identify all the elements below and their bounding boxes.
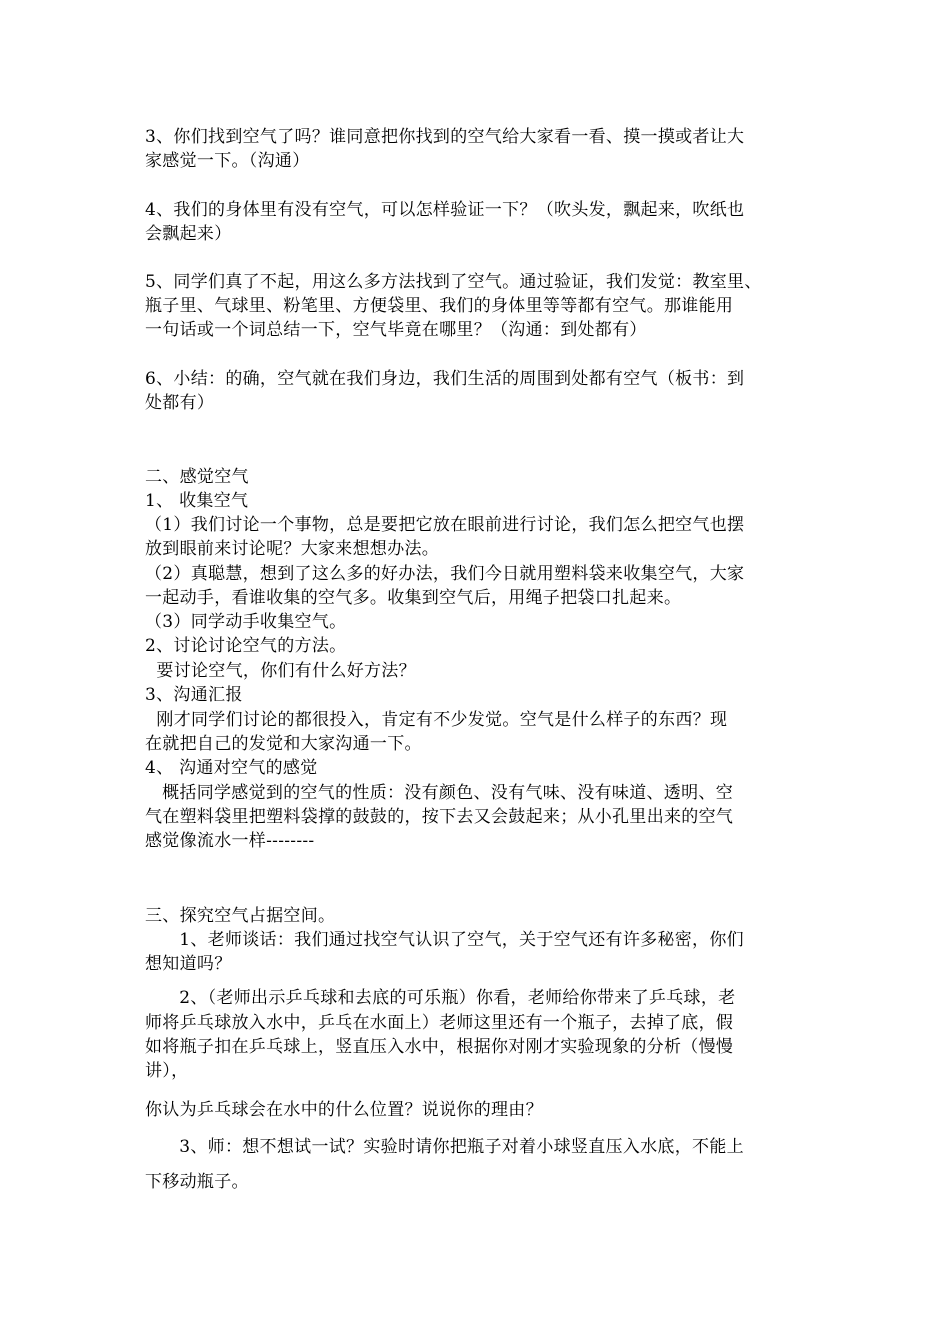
text-line: 一起动手，看谁收集的空气多。收集到空气后，用绳子把袋口扎起来。	[145, 588, 682, 608]
text-line: 下移动瓶子。	[145, 1172, 249, 1192]
text-line: 处都有）	[145, 393, 215, 413]
text-line: 瓶子里、气球里、粉笔里、方便袋里、我们的身体里等等都有空气。那谁能用	[145, 296, 734, 316]
text-line: （2）真聪慧，想到了这么多的好办法，我们今日就用塑料袋来收集空气，大家	[145, 564, 745, 584]
text-line: 想知道吗？	[145, 954, 232, 974]
text-line: 3、沟通汇报	[145, 685, 243, 705]
text-line: 5、同学们真了不起，用这么多方法找到了空气。通过验证，我们发觉：教室里、	[145, 272, 762, 292]
text-line: 3、师：想不想试一试？实验时请你把瓶子对着小球竖直压入水底，不能上	[145, 1137, 744, 1157]
text-line: 2、（老师出示乒乓球和去底的可乐瓶）你看，老师给你带来了乒乓球，老	[145, 988, 736, 1008]
text-line: 刚才同学们讨论的都很投入，肯定有不少发觉。空气是什么样子的东西？现	[145, 710, 728, 730]
section-heading: 三、探究空气占据空间。	[145, 906, 336, 926]
text-line: 如将瓶子扣在乒乓球上，竖直压入水中，根据你对刚才实验现象的分析（慢慢	[145, 1037, 734, 1057]
text-line: 放到眼前来讨论呢？大家来想想办法。	[145, 539, 440, 559]
text-line: （1）我们讨论一个事物，总是要把它放在眼前进行讨论，我们怎么把空气也摆	[145, 515, 745, 535]
text-line: （3）同学动手收集空气。	[145, 612, 347, 632]
text-line: 师将乒乓球放入水中，乒乓在水面上）老师这里还有一个瓶子，去掉了底，假	[145, 1013, 734, 1033]
text-line: 1、老师谈话：我们通过找空气认识了空气，关于空气还有许多秘密，你们	[145, 930, 744, 950]
text-line: 3、你们找到空气了吗？谁同意把你找到的空气给大家看一看、摸一摸或者让大	[145, 127, 745, 147]
text-line: 感觉像流水一样--------	[145, 831, 315, 851]
text-line: 2、讨论讨论空气的方法。	[145, 636, 347, 656]
text-line: 4、我们的身体里有没有空气，可以怎样验证一下？（吹头发，飘起来，吹纸也	[145, 200, 745, 220]
text-line: 概括同学感觉到的空气的性质：没有颜色、没有气味、没有味道、透明、空	[145, 783, 734, 803]
text-line: 要讨论空气，你们有什么好方法？	[145, 661, 416, 681]
text-line: 一句话或一个词总结一下，空气毕竟在哪里？（沟通：到处都有）	[145, 320, 647, 340]
text-line: 6、小结：的确，空气就在我们身边，我们生活的周围到处都有空气（板书：到	[145, 369, 745, 389]
text-line: 会飘起来）	[145, 224, 232, 244]
text-line: 你认为乒乓球会在水中的什么位置？说说你的理由？	[145, 1100, 543, 1120]
text-line: 1、 收集空气	[145, 491, 249, 511]
text-line: 在就把自己的发觉和大家沟通一下。	[145, 734, 422, 754]
text-line: 气在塑料袋里把塑料袋撑的鼓鼓的，按下去又会鼓起来；从小孔里出来的空气	[145, 807, 734, 827]
text-line: 家感觉一下。（沟通）	[145, 151, 310, 171]
text-line: 4、 沟通对空气的感觉	[145, 758, 318, 778]
section-heading: 二、感觉空气	[145, 467, 249, 487]
text-line: 讲），	[145, 1061, 189, 1081]
